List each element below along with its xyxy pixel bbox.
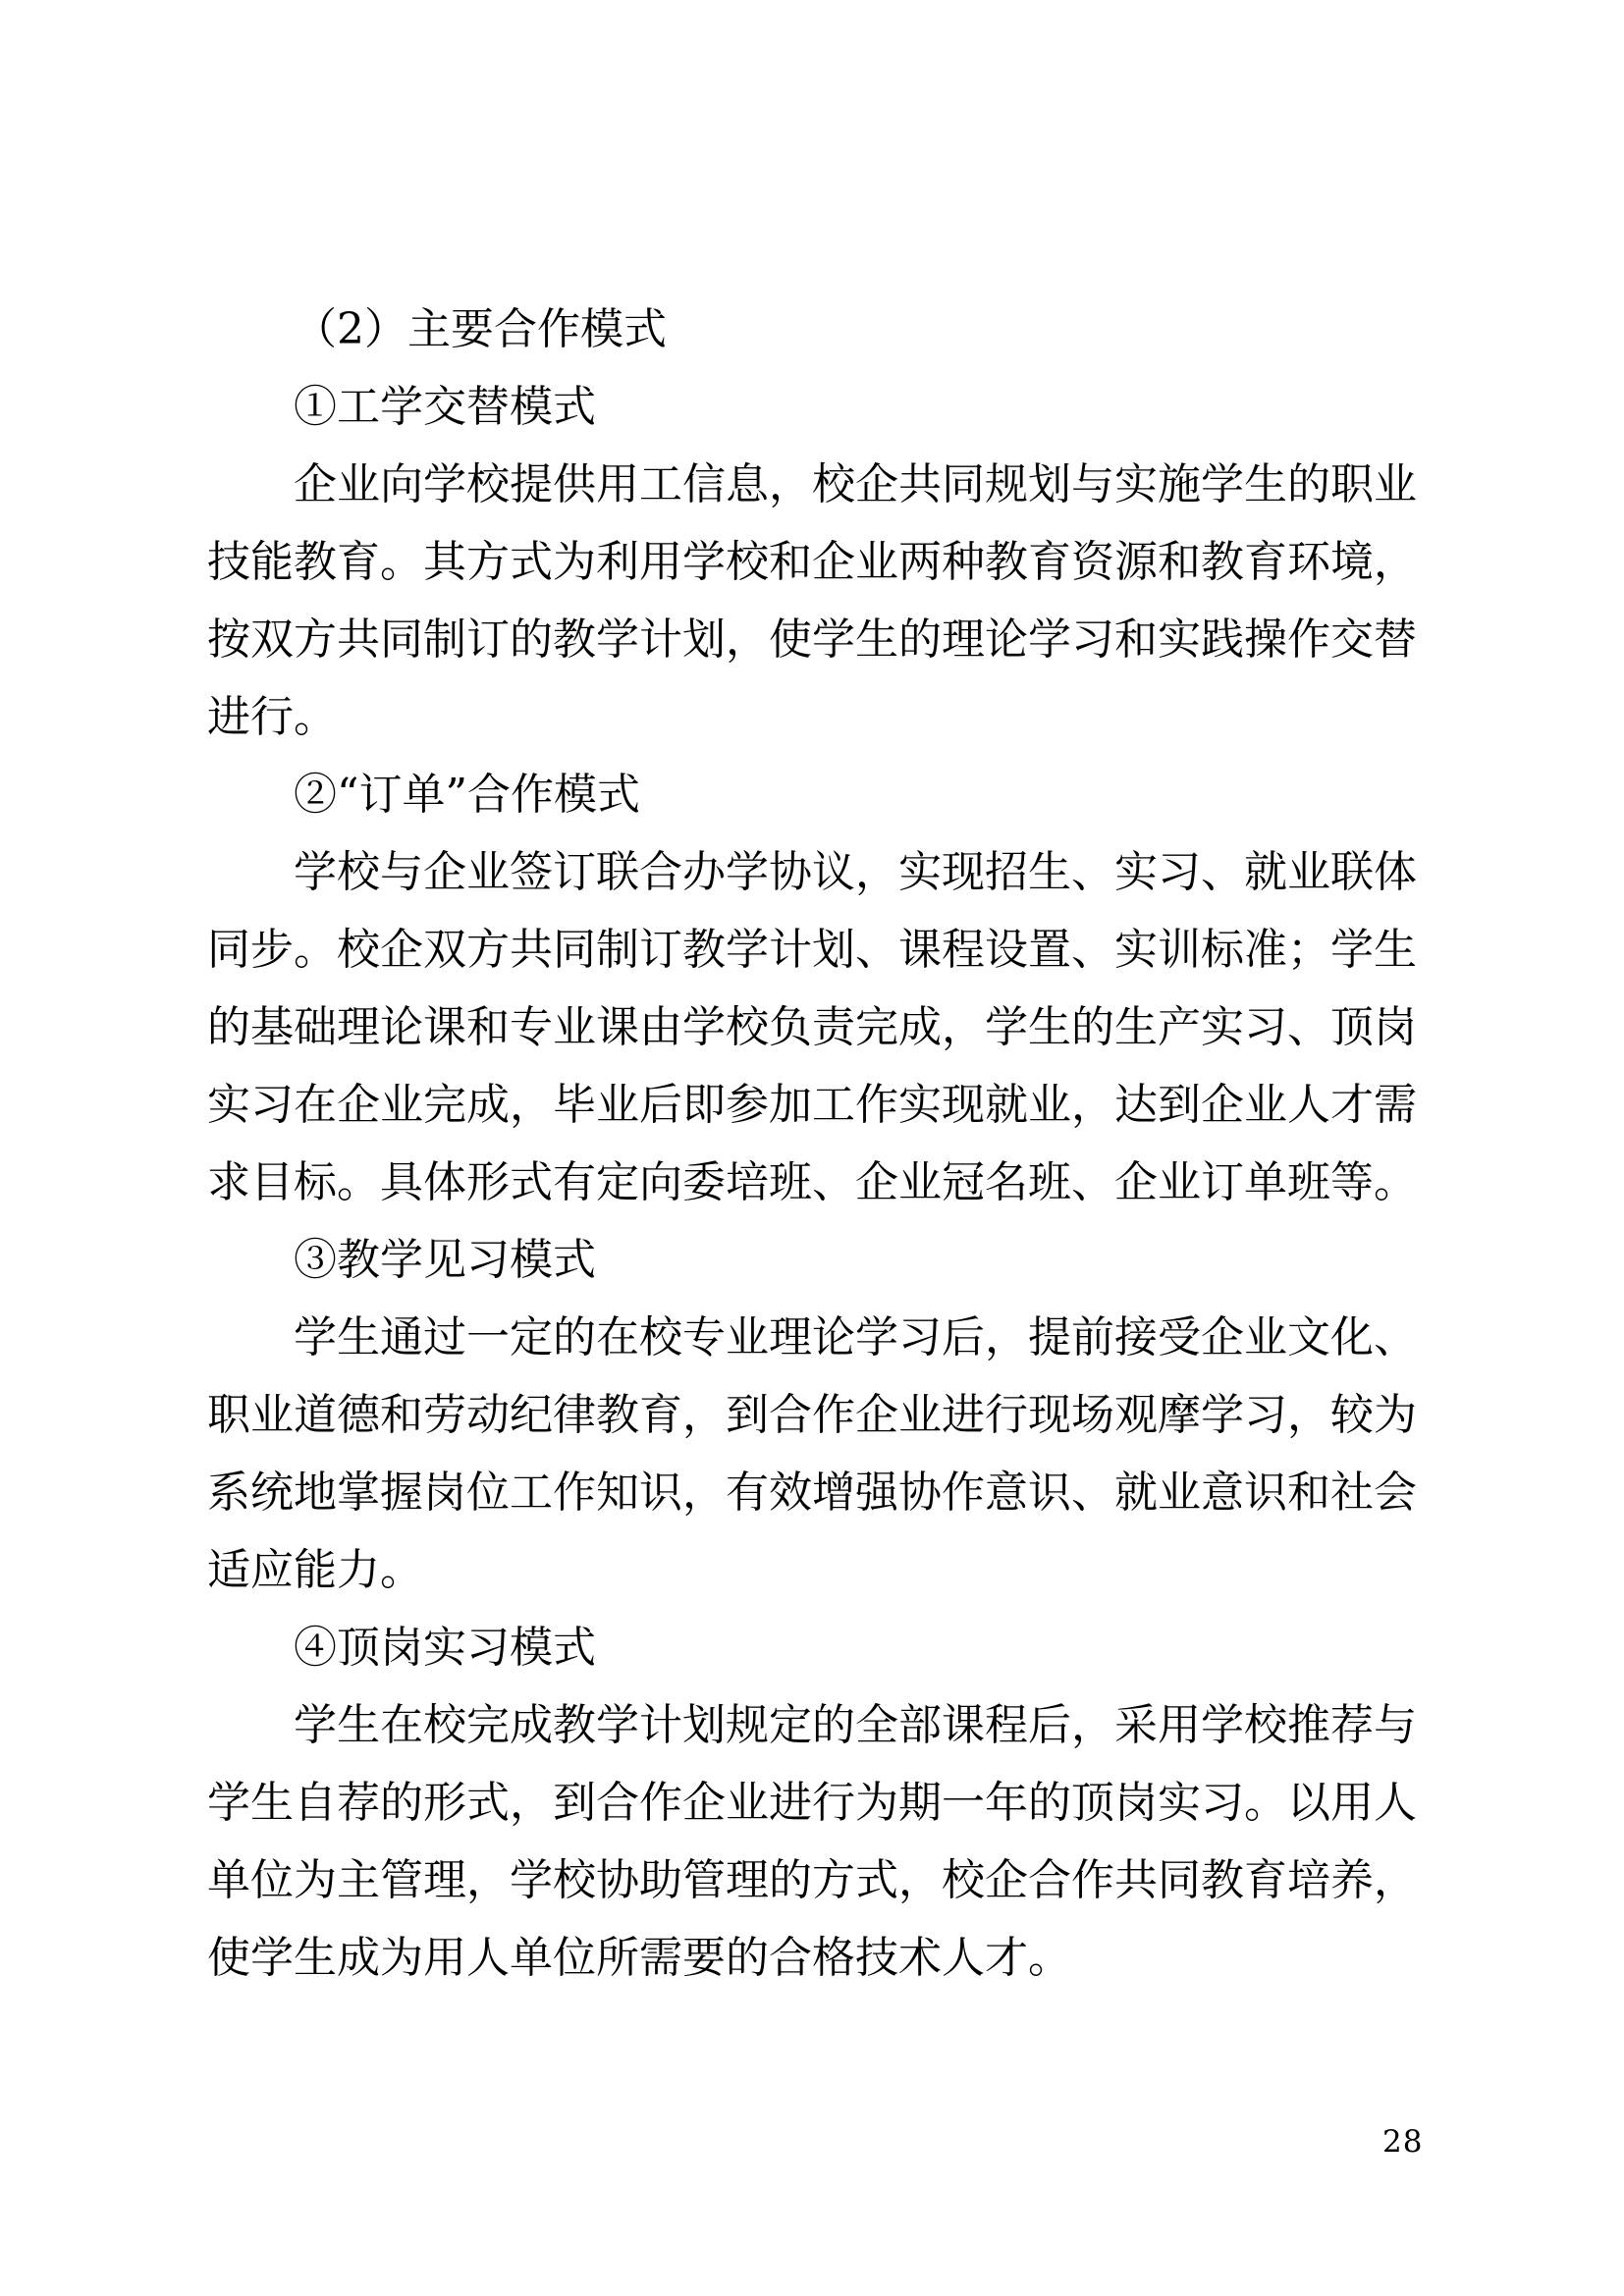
text-line: 进行。 — [207, 692, 337, 742]
subsection-heading: ②“订单”合作模式 — [294, 770, 640, 820]
subsection-heading: ③教学见习模式 — [294, 1235, 596, 1285]
text-line: 技能教育。其方式为利用学校和企业两种教育资源和教育环境， — [207, 537, 1417, 587]
text-line: 求目标。具体形式有定向委培班、企业冠名班、企业订单班等。 — [207, 1157, 1417, 1207]
text-line: 系统地掌握岗位工作知识，有效增强协作意识、就业意识和社会 — [207, 1468, 1417, 1518]
text-line: 职业道德和劳动纪律教育，到合作企业进行现场观摩学习，较为 — [207, 1390, 1417, 1440]
document-body — [207, 291, 1417, 1997]
section-heading: （2）主要合作模式 — [294, 304, 667, 354]
text-line: 的基础理论课和专业课由学校负责完成，学生的生产实习、顶岗 — [207, 1002, 1417, 1052]
text-line: 学校与企业签订联合办学协议，实现招生、实习、就业联体 — [294, 847, 1417, 897]
text-line: 企业向学校提供用工信息，校企共同规划与实施学生的职业 — [294, 459, 1417, 509]
text-line: 同步。校企双方共同制订教学计划、课程设置、实训标准；学生 — [207, 925, 1417, 975]
text-line: 适应能力。 — [207, 1545, 423, 1595]
page-number: 28 — [1382, 2124, 1424, 2160]
text-line: 学生通过一定的在校专业理论学习后，提前接受企业文化、 — [294, 1312, 1417, 1362]
subsection-heading: ①工学交替模式 — [294, 382, 596, 432]
text-line: 学生在校完成教学计划规定的全部课程后，采用学校推荐与 — [294, 1700, 1417, 1750]
text-line: 单位为主管理，学校协助管理的方式，校企合作共同教育培养， — [207, 1855, 1417, 1905]
subsection-heading: ④顶岗实习模式 — [294, 1623, 596, 1673]
text-line: 学生自荐的形式，到合作企业进行为期一年的顶岗实习。以用人 — [207, 1778, 1417, 1828]
text-line: 实习在企业完成，毕业后即参加工作实现就业，达到企业人才需 — [207, 1080, 1417, 1130]
text-line: 使学生成为用人单位所需要的合格技术人才。 — [207, 1933, 1071, 1983]
text-line: 按双方共同制订的教学计划，使学生的理论学习和实践操作交替 — [207, 614, 1417, 665]
